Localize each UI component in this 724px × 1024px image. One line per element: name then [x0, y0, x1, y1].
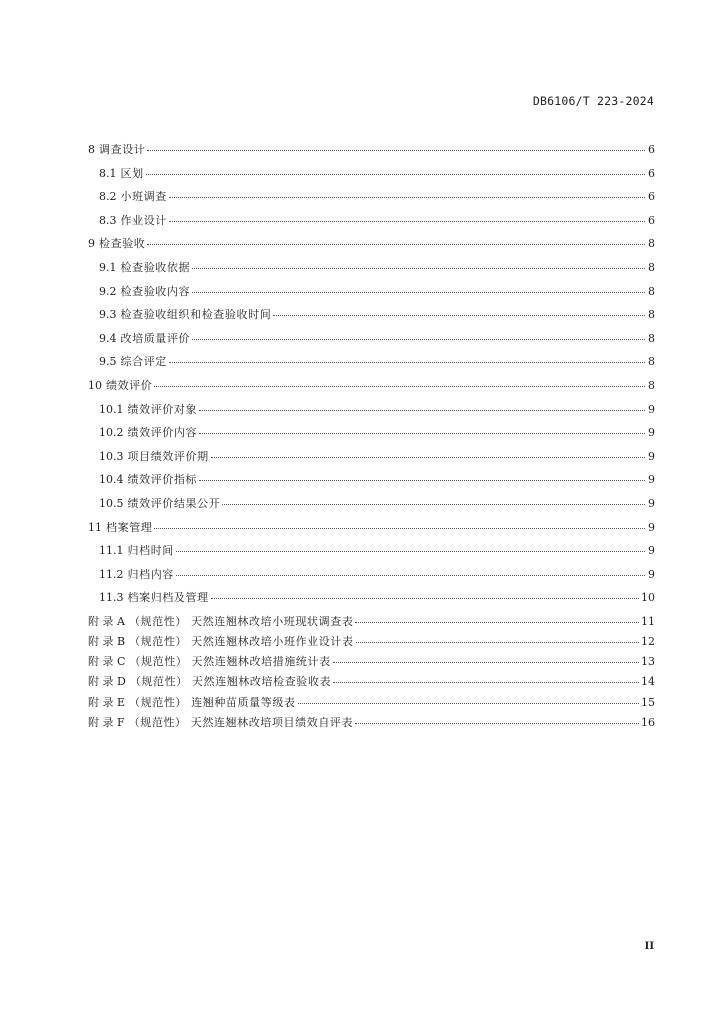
- toc-entry-number: 11.3: [99, 591, 124, 605]
- toc-entry-page: 6: [648, 213, 655, 227]
- toc-entry-page: 6: [648, 143, 655, 156]
- toc-dot-leader: [355, 619, 639, 623]
- toc-entry[interactable]: [88, 259, 655, 283]
- toc-dot-leader: [147, 147, 645, 151]
- toc-dot-leader: [154, 525, 645, 529]
- toc-entry-page: 8: [648, 237, 655, 251]
- toc-entry[interactable]: [88, 542, 655, 566]
- toc-entry-number: 附 录 B: [88, 635, 126, 649]
- toc-entry-number: 9.3: [99, 308, 117, 322]
- toc-entry-title: 综合评定: [120, 355, 167, 369]
- toc-appendix-entry[interactable]: [88, 633, 655, 653]
- toc-entry-title: （规范性） 天然连翘林改培项目绩效自评表: [128, 715, 354, 729]
- toc-entry-page: 8: [648, 355, 655, 369]
- toc-entry-number: 11: [88, 520, 102, 534]
- toc-entry-title: 绩效评价: [106, 378, 153, 392]
- toc-entry-page: 9: [648, 402, 655, 416]
- toc-entry-number: 附 录 A: [88, 614, 125, 628]
- toc-entry-number: 10.5: [99, 496, 124, 510]
- toc-entry-number: 10.3: [99, 449, 124, 463]
- toc-entry-page: 9: [648, 520, 655, 534]
- toc-dot-leader: [169, 218, 645, 222]
- toc-appendix-entry[interactable]: [88, 673, 655, 693]
- toc-dot-leader: [333, 659, 639, 663]
- toc-entry-number: 附 录 F: [88, 715, 125, 729]
- toc-dot-leader: [273, 312, 645, 316]
- toc-dot-leader: [199, 477, 645, 481]
- toc-entry-page: 9: [648, 544, 655, 558]
- toc-dot-leader: [192, 265, 645, 269]
- toc-entry[interactable]: [88, 566, 655, 590]
- toc-entry-title: 档案管理: [106, 520, 153, 534]
- toc-dot-leader: [199, 430, 645, 434]
- toc-entry[interactable]: [88, 141, 655, 165]
- toc-dot-leader: [199, 407, 645, 411]
- toc-entry-title: 绩效评价结果公开: [127, 496, 221, 510]
- toc-entry-page: 11: [641, 614, 655, 628]
- toc-entry[interactable]: [88, 401, 655, 425]
- toc-entry-title: 档案归档及管理: [127, 591, 209, 605]
- toc-entry[interactable]: [88, 424, 655, 448]
- toc-appendix-entry[interactable]: [88, 613, 655, 633]
- toc-dot-leader: [356, 639, 639, 643]
- toc-dot-leader: [192, 289, 645, 293]
- toc-entry-title: 绩效评价对象: [127, 402, 198, 416]
- toc-entry-title: 作业设计: [120, 213, 167, 227]
- toc-entry-page: 8: [648, 260, 655, 274]
- toc-entry-page: 6: [648, 166, 655, 180]
- toc-dot-leader: [333, 679, 639, 683]
- toc-entry-page: 9: [648, 496, 655, 510]
- toc-entry[interactable]: [88, 377, 655, 401]
- toc-entry-title: 改培质量评价: [120, 331, 191, 345]
- toc-entry-page: 8: [648, 331, 655, 345]
- toc-entry-number: 9: [88, 237, 95, 251]
- toc-entry[interactable]: [88, 495, 655, 519]
- toc-entry-page: 9: [648, 567, 655, 581]
- toc-appendix-entry[interactable]: [88, 653, 655, 673]
- toc-entry-title: 绩效评价指标: [127, 473, 198, 487]
- toc-entry-page: 12: [641, 635, 655, 649]
- toc-entry[interactable]: [88, 306, 655, 330]
- toc-entry-title: 项目绩效评价期: [127, 449, 209, 463]
- toc-dot-leader: [222, 501, 645, 505]
- toc-entry-number: 附 录 C: [88, 655, 126, 669]
- toc-entry-number: 10.1: [99, 402, 124, 416]
- toc-entry-page: 9: [648, 449, 655, 463]
- toc-entry[interactable]: [88, 283, 655, 307]
- toc-entry-page: 13: [641, 655, 655, 669]
- table-of-contents: [88, 141, 655, 734]
- toc-dot-leader: [355, 720, 639, 724]
- toc-entry[interactable]: [88, 519, 655, 543]
- toc-entry[interactable]: [88, 448, 655, 472]
- toc-dot-leader: [192, 336, 645, 340]
- toc-entry-title: 区划: [120, 166, 144, 180]
- toc-entry[interactable]: [88, 212, 655, 236]
- toc-dot-leader: [146, 171, 645, 175]
- toc-entry-number: 8.2: [99, 190, 117, 204]
- toc-entry-number: 8: [88, 143, 95, 156]
- toc-appendix-entry[interactable]: [88, 714, 655, 734]
- toc-entry[interactable]: [88, 353, 655, 377]
- toc-dot-leader: [298, 700, 639, 704]
- toc-entry-title: 归档内容: [127, 567, 174, 581]
- toc-entry-title: 检查验收内容: [120, 284, 191, 298]
- toc-entry-title: 调查设计: [99, 143, 146, 156]
- toc-entry[interactable]: [88, 330, 655, 354]
- toc-dot-leader: [169, 194, 645, 198]
- toc-entry-number: 8.3: [99, 213, 117, 227]
- document-code: DB6106/T 223-2024: [532, 94, 654, 108]
- toc-entry-title: （规范性） 天然连翘林改培小班现状调查表: [128, 614, 354, 628]
- toc-entry-page: 8: [648, 284, 655, 298]
- toc-entry-title: （规范性） 天然连翘林改培措施统计表: [129, 655, 331, 669]
- toc-entry-title: 绩效评价内容: [127, 426, 198, 440]
- toc-entry-page: 8: [648, 308, 655, 322]
- toc-entry-page: 9: [648, 426, 655, 440]
- toc-entry[interactable]: [88, 165, 655, 189]
- toc-entry-number: 附 录 E: [88, 695, 126, 709]
- toc-entry-page: 14: [641, 675, 655, 689]
- toc-dot-leader: [147, 241, 645, 245]
- toc-entry-title: 检查验收: [99, 237, 146, 251]
- toc-entry[interactable]: [88, 188, 655, 212]
- toc-dot-leader: [169, 359, 645, 363]
- toc-entry[interactable]: [88, 589, 655, 613]
- toc-entry-number: 8.1: [99, 166, 117, 180]
- toc-entry-number: 11.2: [99, 567, 124, 581]
- toc-entry[interactable]: [88, 471, 655, 495]
- toc-dot-leader: [176, 572, 645, 576]
- toc-dot-leader: [154, 383, 645, 387]
- toc-entry-page: 16: [641, 715, 655, 729]
- page-number: II: [644, 941, 654, 952]
- toc-entry-number: 10: [88, 378, 102, 392]
- toc-entry-page: 15: [641, 695, 655, 709]
- toc-entry-page: 9: [648, 473, 655, 487]
- toc-entry-number: 附 录 D: [88, 675, 126, 689]
- toc-entry-title: 检查验收依据: [120, 260, 191, 274]
- toc-dot-leader: [211, 595, 639, 599]
- toc-entry-title: （规范性） 天然连翘林改培小班作业设计表: [129, 635, 354, 649]
- toc-entry-number: 10.4: [99, 473, 124, 487]
- toc-entry-number: 11.1: [99, 544, 124, 558]
- toc-dot-leader: [176, 548, 645, 552]
- toc-entry-number: 9.2: [99, 284, 117, 298]
- toc-entry-title: 小班调查: [120, 190, 167, 204]
- toc-entry-title: （规范性） 连翘种苗质量等级表: [129, 695, 296, 709]
- toc-entry-number: 9.4: [99, 331, 117, 345]
- toc-appendix-entry[interactable]: [88, 694, 655, 714]
- toc-entry-title: 检查验收组织和检查验收时间: [120, 308, 272, 322]
- toc-entry-number: 9.5: [99, 355, 117, 369]
- toc-entry-page: 6: [648, 190, 655, 204]
- toc-entry[interactable]: [88, 235, 655, 259]
- toc-entry-title: 归档时间: [127, 544, 174, 558]
- toc-entry-page: 8: [648, 378, 655, 392]
- toc-entry-number: 9.1: [99, 260, 117, 274]
- toc-entry-title: （规范性） 天然连翘林改培检查验收表: [129, 675, 332, 689]
- toc-dot-leader: [211, 454, 645, 458]
- toc-entry-number: 10.2: [99, 426, 124, 440]
- toc-entry-page: 10: [641, 591, 655, 605]
